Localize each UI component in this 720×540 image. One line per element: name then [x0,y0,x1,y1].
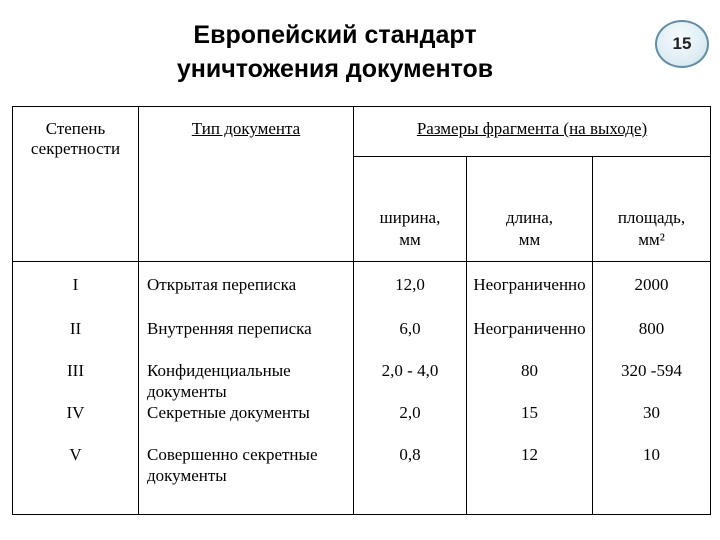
length-cell: Неограниченно [473,275,586,294]
doc-type-cell: Внутренняя переписка [147,319,312,338]
width-cell: 0,8 [399,445,421,464]
header-width-line-2: мм [399,230,421,249]
header-row-main [13,107,711,157]
header-area-line-2: мм² [638,230,665,249]
level-cell: III [67,361,84,380]
doc-type-cell: Открытая переписка [147,275,297,294]
header-doc-type-label: Тип документа [191,119,301,138]
length-cell: Неограниченно [473,319,586,338]
area-cell: 10 [643,445,660,464]
doc-type-cell: Совершенно секретные [147,445,318,464]
column-width [354,262,467,515]
doc-type-cell: Секретные документы [147,403,310,422]
width-cell: 2,0 - 4,0 [381,361,439,380]
header-fragment-size [354,107,711,157]
column-length [467,262,593,515]
header-level-line-1: Степень [45,119,106,138]
header-length-line-1: длина, [505,208,554,227]
length-cell: 15 [521,403,538,422]
header-fragment-size-label: Размеры фрагмента (на выходе) [416,119,648,138]
header-area [593,157,711,262]
header-width [354,157,467,262]
header-level-line-2: секретности [30,139,121,158]
doc-type-cell: документы [147,382,227,401]
doc-type-cell: Конфиденциальные [147,361,291,380]
length-cell: 12 [521,445,538,464]
column-level [13,262,139,515]
header-doc-type [139,107,354,262]
title-line-1: Европейский стандарт [193,21,477,49]
level-cell: I [72,275,79,294]
header-area-line-1: площадь, [617,208,686,227]
width-cell: 6,0 [399,319,421,338]
width-cell: 2,0 [399,403,421,422]
shredding-standard-table [12,106,711,515]
width-cell: 12,0 [395,275,425,294]
header-width-line-1: ширина, [379,208,441,227]
header-level [13,107,139,262]
slide-title [130,18,540,86]
level-cell: V [69,445,82,464]
doc-type-cell: документы [147,466,227,485]
area-cell: 2000 [634,275,669,294]
area-cell: 800 [638,319,665,338]
header-length-line-2: мм [518,230,541,249]
page-number-badge: 15 [655,20,709,68]
column-area [593,262,711,515]
level-cell: II [69,319,82,338]
length-cell: 80 [521,361,538,380]
table-body-row [13,262,711,515]
level-cell: IV [66,403,85,422]
header-length [467,157,593,262]
title-line-2: уничтожения документов [176,55,494,83]
area-cell: 30 [643,403,660,422]
column-doc-type [139,262,354,515]
area-cell: 320 -594 [621,361,682,380]
